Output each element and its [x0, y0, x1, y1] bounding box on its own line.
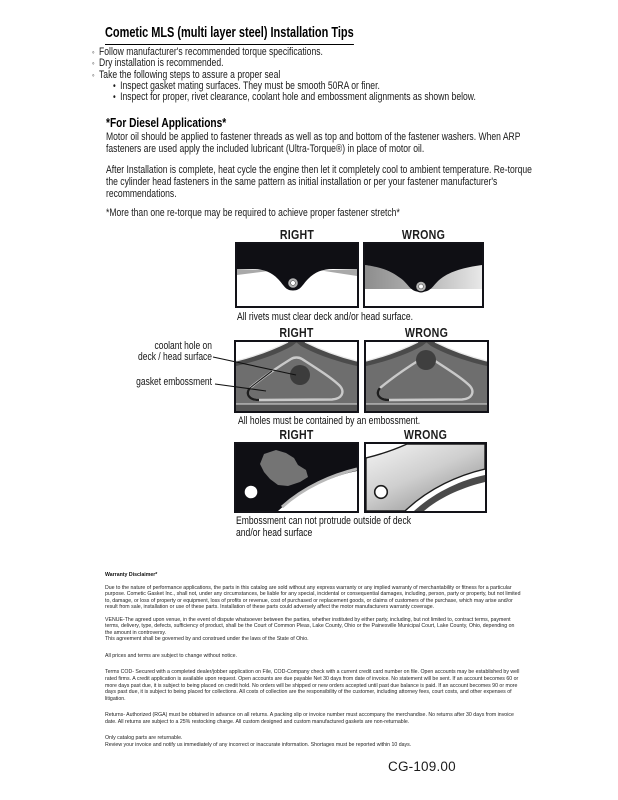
- open-bullet-icon: ◦: [92, 47, 95, 57]
- catalog-code: CG-109.00: [388, 759, 456, 774]
- embossment-right-graphic: [236, 342, 357, 411]
- coolant-hole-annotation: [74, 341, 212, 363]
- disclaimer-paragraph: This agreement shall be governed by and construed under the laws of the State of Ohio.: [105, 636, 309, 643]
- embossment-wrong-graphic: [366, 342, 487, 411]
- wrong-label: WRONG: [403, 428, 448, 442]
- protrusion-right-graphic: [236, 444, 357, 511]
- caption-line: and/or head surface: [236, 526, 313, 539]
- right-label: RIGHT: [279, 428, 314, 442]
- disclaimer-paragraph: All prices and terms are subject to change without notice.: [105, 652, 237, 659]
- disclaimer-paragraph: Terms COD- Secured with a completed dealer/jobber application on File, COD-Company check with a current credit card number on file. Open accounts may be established by well rated firms. A credit application is available upon request. Open accounts are due payable Net 30 days from date of invoice. No statement will be sent. If an account becomes 60 or more days past due, it is subject to being placed on credit hold. No orders will be shipped or new orders accepted until past due balance is paid. If an account becomes 90 or more days past due, it is subject to being placed for collections. All costs of collection are the responsibility of the customer, including attorney fees, court costs, and other expenses of litigation.: [105, 669, 520, 702]
- page-title: Cometic MLS (multi layer steel) Installation Tips: [105, 24, 354, 45]
- wrong-label: WRONG: [401, 228, 446, 242]
- row2-caption: All holes must be contained by an embossment.: [238, 415, 421, 427]
- embossment-wrong-diagram: [364, 340, 489, 413]
- protrusion-right-diagram: [234, 442, 359, 513]
- filled-bullet-icon: •: [113, 80, 116, 92]
- protrusion-wrong-graphic: [366, 444, 485, 511]
- retorque-note: *More than one re-torque may be required to achieve proper fastener stretch*: [106, 207, 400, 219]
- annotation-text: coolant hole on: [154, 340, 212, 352]
- diesel-paragraph-1: Motor oil should be applied to fastener threads as well as top and bottom of the fastener washers. When ARP fasteners are used apply the included lubricant (Ultra-Torque®) in place of motor oil.: [106, 131, 521, 155]
- right-label: RIGHT: [279, 326, 314, 340]
- protrusion-wrong-diagram: [364, 442, 487, 513]
- rivet-clearance-wrong-diagram: [363, 242, 484, 308]
- disclaimer-paragraph: Due to the nature of performance applications, the parts in this catalog are sold without any express warranty or any implied warranty of merchantability or fitness for a particular purpose. Cometic Gasket Inc., shall not, under any circumstances, be liable for any special, incidental or consequential damages, including, person, party or property, but not limited to, damage, or loss of property or equipment, loss of profits or revenue, cost of purchased or replacement goods, or claims of customers of the purchase, which may arise and/or result from sale, installation or use of these parts. Installation of these parts could adversely affect the motor manufacturers warranty coverage.: [105, 584, 521, 611]
- row3-caption: [236, 516, 411, 539]
- gasket-embossment-annotation: [74, 377, 212, 388]
- row1-caption: All rivets must clear deck and/or head surface.: [237, 311, 413, 323]
- list-item: [113, 92, 476, 103]
- wrong-label: WRONG: [404, 326, 449, 340]
- diesel-heading: *For Diesel Applications*: [106, 115, 227, 130]
- annotation-text: deck / head surface: [138, 351, 212, 363]
- embossment-right-diagram: [234, 340, 359, 413]
- disclaimer-paragraph: Only catalog parts are returnable.: [105, 735, 183, 742]
- disclaimer-heading: Warranty Disclaimer*: [105, 572, 158, 578]
- open-bullet-icon: ◦: [92, 58, 95, 69]
- installation-tips-list: [92, 47, 476, 103]
- list-item-text: Dry installation is recommended.: [99, 57, 224, 70]
- disclaimer-paragraph: Returns- Authorized (RGA) must be obtained in advance on all returns. A packing slip or invoice number must accompany the merchandise. No returns after 30 days from invoice date. All returns are subject to a 25% restocking charge. All custom designed and custom manufactured gaskets are non-returnable.: [105, 712, 514, 725]
- rivet-wrong-graphic: [365, 244, 482, 306]
- list-item-text: Inspect for proper, rivet clearance, coolant hole and embossment alignments as shown below.: [120, 91, 476, 104]
- list-item-text: Follow manufacturer's recommended torque specifications.: [99, 46, 323, 58]
- list-item-text: Take the following steps to assure a proper seal: [99, 68, 281, 81]
- warranty-disclaimer: [105, 572, 521, 748]
- diesel-paragraph-2: After Installation is complete, heat cycle the engine then let it completely cool to ambient temperature. Re-torque the cylinder head fasteners in the same pattern as initial installation or per your fastener manufacturer's recommendations.: [106, 164, 532, 200]
- rivet-clearance-right-diagram: [235, 242, 359, 308]
- annotation-text: gasket embossment: [136, 376, 212, 388]
- rivet-right-graphic: [237, 244, 357, 306]
- disclaimer-paragraph: VENUE-The agreed upon venue, in the event of dispute whatsoever between the parties, whether instituted by either party, including, but not limited to, contract terms, payment terms, delivery, type, defects, sufficiency of product, shall be the Court of Common Pleas, Lake County, Ohio or the Painesville Municipal Court, Lake County, Ohio, depending on the amount in controversy.: [105, 616, 515, 636]
- disclaimer-paragraph: Review your invoice and notify us immediately of any incorrect or inaccurate information. Shortages must be reported within 10 days.: [105, 741, 412, 748]
- caption-line: Embossment can not protrude outside of deck: [236, 515, 412, 527]
- list-item-text: Inspect gasket mating surfaces. They must be smooth 50RA or finer.: [120, 79, 380, 92]
- right-label: RIGHT: [279, 228, 315, 242]
- list-item: [92, 58, 476, 69]
- open-bullet-icon: ◦: [92, 69, 95, 80]
- filled-bullet-icon: •: [113, 92, 116, 104]
